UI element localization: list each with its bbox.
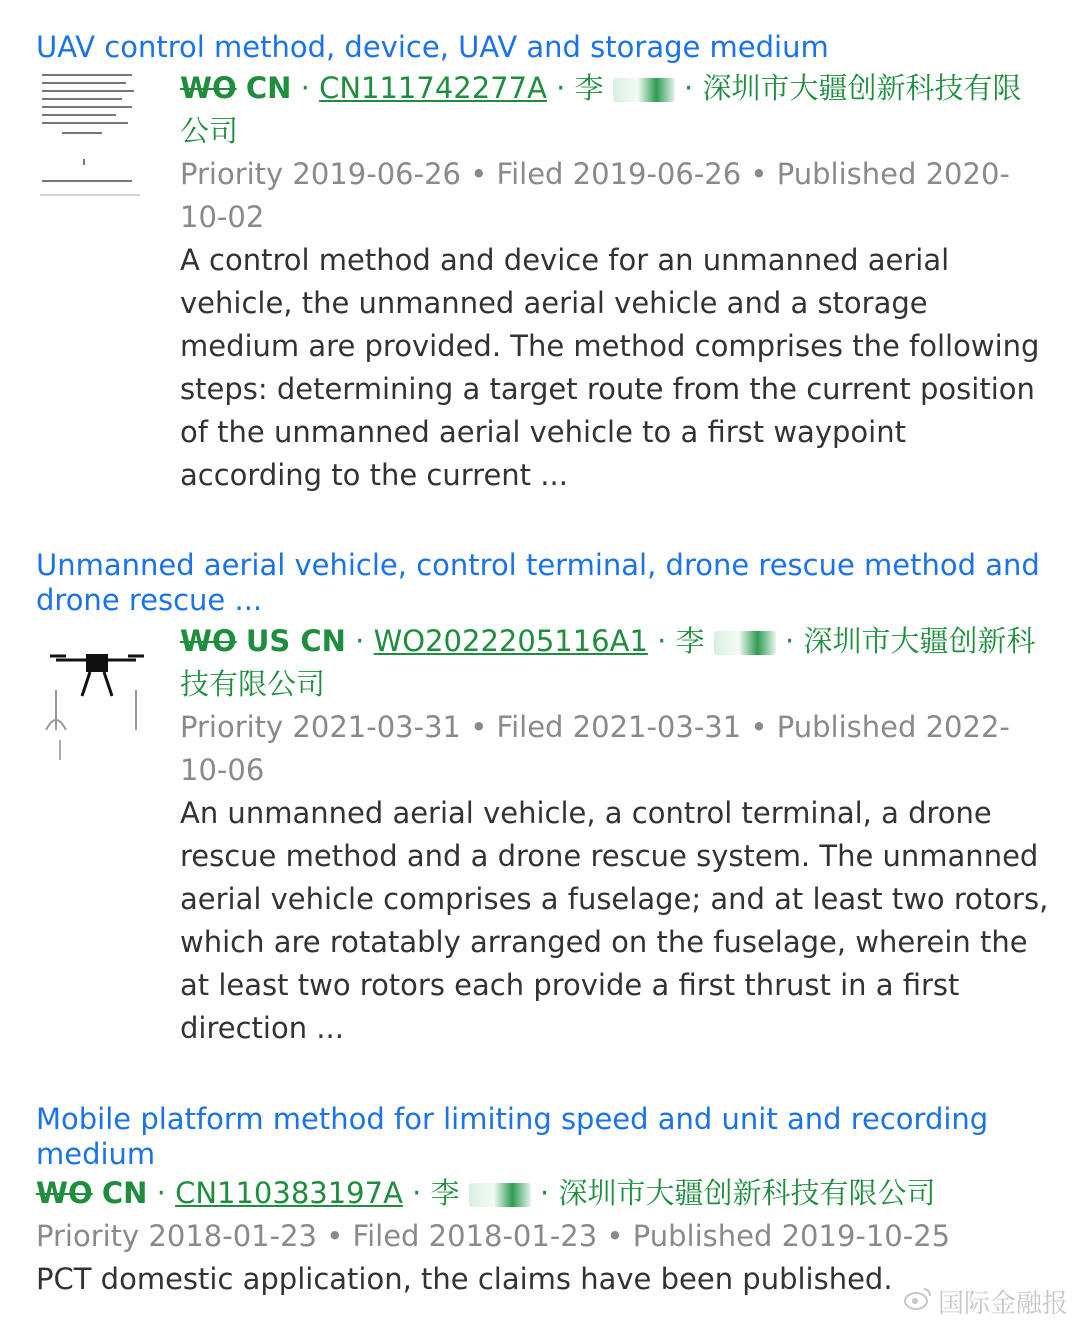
patent-number-link[interactable]: WO2022205116A1	[373, 624, 648, 658]
result-dates: Priority 2019-06-26 • Filed 2019-06-26 • Published 2020-10-02	[180, 157, 1010, 234]
patent-number-link[interactable]: CN111742277A	[319, 71, 547, 105]
result-title[interactable]: UAV control method, device, UAV and storage medium	[36, 30, 829, 64]
patent-number-link[interactable]: CN110383197A	[175, 1176, 403, 1210]
assignee: 深圳市大疆创新科技有限公司	[180, 624, 1036, 701]
patent-drawing-thumbnail[interactable]	[36, 67, 162, 497]
country-codes: CN	[245, 71, 292, 105]
weibo-icon	[904, 1286, 932, 1317]
wo-flag: WO	[180, 71, 237, 105]
assignee: 深圳市大疆创新科技有限公司	[558, 1176, 936, 1210]
inventor: 李	[430, 1176, 460, 1210]
result-title[interactable]: Mobile platform method for limiting speed and unit and recording medium	[36, 1102, 989, 1171]
country-codes: US CN	[245, 624, 346, 658]
wo-flag: WO	[180, 624, 237, 658]
wo-flag: WO	[36, 1176, 93, 1210]
result-snippet: PCT domestic application, the claims have been published.	[36, 1262, 893, 1296]
redacted-name	[613, 78, 675, 102]
result-snippet: A control method and device for an unmanned aerial vehicle, the unmanned aerial vehicle and a storage medium are provided. The method comprises the following steps: determining a target route from the current position of the unmanned aerial vehicle to a first waypoint according to the current ...	[180, 243, 1040, 492]
result-dates: Priority 2021-03-31 • Filed 2021-03-31 • Published 2022-10-06	[180, 710, 1010, 787]
result-snippet: An unmanned aerial vehicle, a control terminal, a drone rescue method and a drone rescue system. The unmanned aerial vehicle comprises a fuselage; and at least two rotors, which are rotatably arranged on the fuselage, wherein the at least two rotors each provide a first thrust in a first direction ...	[180, 796, 1049, 1045]
redacted-name	[469, 1183, 531, 1207]
result-dates: Priority 2018-01-23 • Filed 2018-01-23 • Published 2019-10-25	[36, 1219, 951, 1253]
result-title[interactable]: Unmanned aerial vehicle, control terminal, drone rescue method and drone rescue ...	[36, 548, 1040, 617]
country-codes: CN	[101, 1176, 148, 1210]
assignee: 深圳市大疆创新科技有限公司	[180, 71, 1022, 148]
result-3	[36, 1102, 1050, 1301]
inventor: 李	[574, 71, 604, 105]
result-meta: WO CN · CN111742277A · 李 · 深圳市大疆创新科技有限公司	[180, 71, 1022, 148]
result-meta: WO CN · CN110383197A · 李 · 深圳市大疆创新科技有限公司	[36, 1176, 936, 1210]
redacted-name	[714, 631, 776, 655]
watermark	[904, 1283, 1068, 1320]
inventor: 李	[675, 624, 705, 658]
drone-drawing-thumbnail[interactable]	[36, 620, 162, 1050]
watermark-text: 国际金融报	[937, 1289, 1068, 1319]
result-meta: WO US CN · WO2022205116A1 · 李 · 深圳市大疆创新科技有限公司	[180, 624, 1036, 701]
result-2	[36, 548, 1050, 1050]
result-1	[36, 30, 1050, 497]
